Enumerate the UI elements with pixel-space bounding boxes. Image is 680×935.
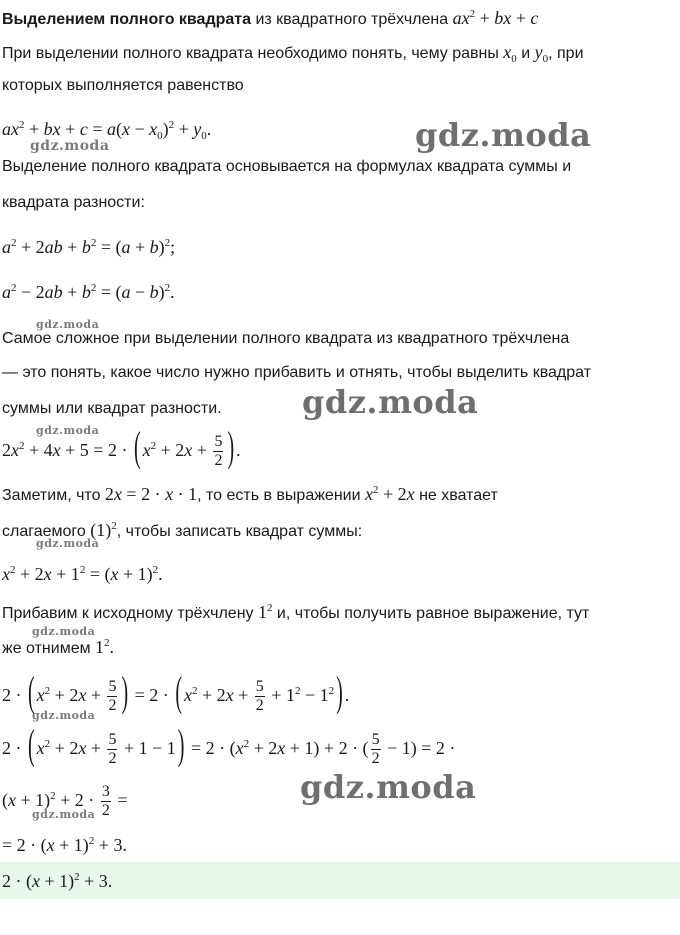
hard-part-line-2: — это понять, какое число нужно прибавить и отнять, чтобы выделить квадрат <box>2 364 592 381</box>
equality-formula: $ax^2$ + bx + $c = a(x - x_0)^2 + y_0$. <box>2 119 212 142</box>
square-diff-formula: $a^2 - 2ab + b^2 = (a - b)^2$. <box>2 282 175 302</box>
term-tail: , чтобы записать квадрат суммы: <box>116 523 363 540</box>
watermark-logo: gdz.moda <box>32 808 96 821</box>
notice-text: Заметим, что <box>2 487 105 504</box>
watermark-logo: gdz.moda <box>30 138 110 154</box>
add-line <box>2 601 676 625</box>
add-formula: $1^2$ <box>257 602 273 622</box>
factor-formula: $2x^2 + 4x + 5 = 2$ · ( $x^2 + 2x$ + $\frac{5}{2}$ ) . <box>2 424 241 471</box>
trinomial-formula: $ax^2$ + bx + c <box>452 8 539 28</box>
and-text: и <box>516 45 535 62</box>
notice-line <box>2 483 676 507</box>
term-line <box>2 519 676 543</box>
term-text: слагаемого <box>2 523 91 540</box>
add-text: Прибавим к исходному трёхчлену <box>2 605 258 622</box>
question-tail: , при <box>548 45 584 62</box>
subtract-text: же отнимем <box>2 640 96 657</box>
step-formula-2: 2 · ( $x^2 + 2x$ + $\frac{5}{2}$ + 1 − 1 ) = $2 \cdot (x^2 + 2x + 1) + 2$ · ( $\frac{5}{2}$ − 1) = 2 · <box>2 722 456 769</box>
step-formula-4: = $2 \cdot (x + 1)^2 + 3$. <box>2 835 127 855</box>
subtract-formula: $1^2$. <box>95 637 115 657</box>
basis-line: Выделение полного квадрата основывается на формулах квадрата суммы и <box>2 158 572 175</box>
step-formula-3: $(x + 1)^2 + 2$ · $\frac{3}{2}$ = <box>2 783 128 820</box>
basis-line-2: квадрата разности: <box>2 194 145 211</box>
square-sum-formula: $a^2 + 2ab + b^2 = (a + b)^2$; <box>2 237 176 257</box>
hard-part-line: Самое сложное при выделении полного квадрата из квадратного трёхчлена <box>2 330 570 347</box>
watermark-logo: gdz.moda <box>300 768 477 806</box>
question-line <box>2 41 676 65</box>
condition-line: которых выполняется равенство <box>2 77 244 94</box>
notice-formula: 2x = 2 · x · 1 <box>104 484 198 504</box>
question-text: При выделении полного квадрата необходимо понять, чему равны <box>2 45 504 62</box>
intro-line <box>2 7 676 31</box>
watermark-logo: gdz.moda <box>32 625 96 638</box>
term-bold: Выделением полного квадрата <box>2 11 251 28</box>
watermark-logo: gdz.moda <box>36 537 100 550</box>
x0-symbol: $x_0$ <box>503 42 517 65</box>
notice-mid: , то есть в выражении <box>197 487 365 504</box>
term-formula: $(1)^2$ <box>90 520 117 540</box>
hard-part-line-3: суммы или квадрат разности. <box>2 400 222 417</box>
watermark-logo: gdz.moda <box>36 424 100 437</box>
watermark-logo: gdz.moda <box>415 116 592 154</box>
intro-text: из квадратного трёхчлена <box>251 11 453 28</box>
notice-tail: не хватает <box>414 487 498 504</box>
notice-expr: $x^2 + 2x$ <box>364 484 415 504</box>
watermark-logo: gdz.moda <box>302 383 479 421</box>
add-tail: и, чтобы получить равное выражение, тут <box>272 605 590 622</box>
answer-formula: $2 \cdot (x + 1)^2 + 3$. <box>2 871 113 891</box>
watermark-logo: gdz.moda <box>32 709 96 722</box>
watermark-logo: gdz.moda <box>36 318 100 331</box>
y0-symbol: $y_0$ <box>534 42 549 65</box>
step-formula-1: 2 · ( $x^2 + 2x$ + $\frac{5}{2}$ ) = 2 · ( $x^2 + 2x$ + $\frac{5}{2}$ + $1^2 - 1^2$ ) . <box>2 669 350 716</box>
complete-square-formula: $x^2 + 2x + 1^2 = (x + 1)^2$. <box>2 564 163 584</box>
